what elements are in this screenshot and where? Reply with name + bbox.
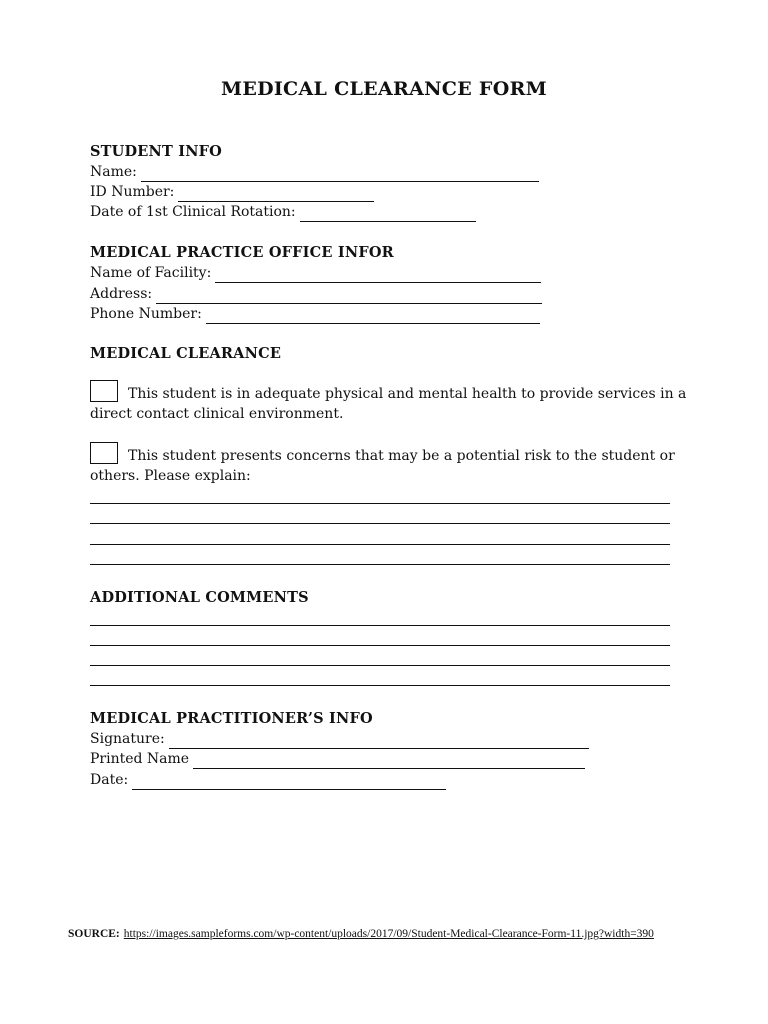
comments-line-2[interactable] — [90, 645, 670, 646]
clearance-concerns-text-block — [90, 446, 690, 486]
address-field[interactable] — [90, 284, 542, 304]
signature-input-line[interactable] — [169, 734, 589, 749]
clinical-rotation-date-field[interactable] — [90, 202, 476, 222]
office-info-heading: MEDICAL PRACTICE OFFICE INFOR — [90, 244, 394, 261]
source-attribution — [68, 928, 654, 940]
phone-number-input-line[interactable] — [206, 309, 540, 324]
phone-number-label: Phone Number: — [90, 306, 202, 322]
clinical-rotation-date-input-line[interactable] — [300, 207, 476, 222]
comments-line-1[interactable] — [90, 625, 670, 626]
explain-line-4[interactable] — [90, 564, 670, 565]
student-name-field[interactable] — [90, 162, 539, 182]
additional-comments-heading: ADDITIONAL COMMENTS — [90, 589, 309, 606]
student-id-field[interactable] — [90, 182, 374, 202]
signature-label: Signature: — [90, 731, 165, 747]
student-name-label: Name: — [90, 164, 137, 180]
source-label: SOURCE: — [68, 928, 120, 940]
printed-name-input-line[interactable] — [193, 754, 585, 769]
facility-name-label: Name of Facility: — [90, 265, 212, 281]
signature-field[interactable] — [90, 729, 589, 749]
comments-line-3[interactable] — [90, 665, 670, 666]
clearance-concerns-text: This student presents concerns that may be a potential risk to the student or others. Please explain: — [90, 448, 675, 484]
address-input-line[interactable] — [156, 289, 542, 304]
printed-name-field[interactable] — [90, 749, 585, 769]
address-label: Address: — [90, 286, 153, 302]
explain-line-3[interactable] — [90, 544, 670, 545]
student-id-input-line[interactable] — [178, 187, 374, 202]
practitioner-info-heading: MEDICAL PRACTITIONER’S INFO — [90, 710, 373, 727]
comments-line-4[interactable] — [90, 685, 670, 686]
clearance-adequate-text: This student is in adequate physical and mental health to provide services in a direct contact clinical environment. — [90, 386, 687, 422]
printed-name-label: Printed Name — [90, 751, 190, 767]
clearance-adequate-text-block — [90, 384, 690, 424]
date-label: Date: — [90, 772, 129, 788]
facility-name-input-line[interactable] — [215, 268, 541, 283]
source-link[interactable]: https://images.sampleforms.com/wp-content/uploads/2017/09/Student-Medical-Clearance-Form-11.jpg?width=390 — [123, 928, 654, 940]
date-field[interactable] — [90, 770, 446, 790]
student-id-label: ID Number: — [90, 184, 175, 200]
medical-clearance-heading: MEDICAL CLEARANCE — [90, 345, 282, 362]
student-name-input-line[interactable] — [141, 167, 539, 182]
facility-name-field[interactable] — [90, 263, 541, 283]
explain-line-1[interactable] — [90, 503, 670, 504]
form-title: MEDICAL CLEARANCE FORM — [220, 78, 547, 100]
date-input-line[interactable] — [132, 775, 446, 790]
phone-number-field[interactable] — [90, 304, 540, 324]
explain-line-2[interactable] — [90, 523, 670, 524]
clinical-rotation-date-label: Date of 1st Clinical Rotation: — [90, 204, 296, 220]
student-info-heading: STUDENT INFO — [90, 143, 222, 160]
